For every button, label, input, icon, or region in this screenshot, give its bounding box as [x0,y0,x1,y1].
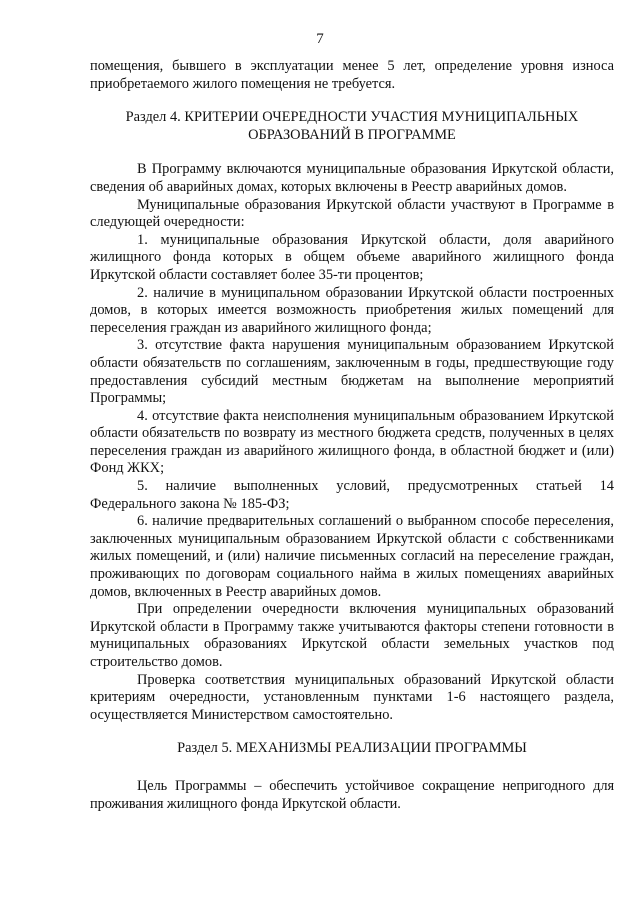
criteria-item-6: 6. наличие предварительных соглашений о выбранном способе переселения, заключенных муниципальным образованием Иркутской области с собственниками жилых помещений, и (или) наличие письменных согласий на переселение граждан, проживающих по договорам социального найма в жилых помещениях аварийных домов, включенных в Реестр аварийных домов. [90,513,614,600]
section-4-paragraph-1: В Программу включаются муниципальные образования Иркутской области, сведения об аварийных домах, которых включены в Реестр аварийных домов. [90,161,614,195]
criteria-item-1: 1. муниципальные образования Иркутской области, доля аварийного жилищного фонда которых в общем объеме аварийного жилищного фонда Иркутской области составляет более 35-ти процентов; [90,231,614,283]
document-body [90,58,614,813]
section-5-paragraph-1: Цель Программы – обеспечить устойчивое сокращение непригодного для проживания жилищного фонда Иркутской области. [90,777,614,812]
page-number: 7 [316,31,324,47]
section-4-paragraph-3: При определении очередности включения муниципальных образований Иркутской области в Программу также учитываются факторы степени готовности в муниципальных образованиях Иркутской области земельных участков под строительство домов. [90,601,614,670]
section-5-heading: Раздел 5. МЕХАНИЗМЫ РЕАЛИЗАЦИИ ПРОГРАММЫ [177,740,527,757]
criteria-item-5: 5. наличие выполненных условий, предусмотренных статьей 14 Федерального закона № 185-ФЗ; [90,478,614,512]
section-4-paragraph-4: Проверка соответствия муниципальных образований Иркутской области критериям очередности, установленным пунктами 1-6 настоящего раздела, осуществляется Министерством самостоятельно. [90,671,614,723]
intro-paragraph: помещения, бывшего в эксплуатации менее 5 лет, определение уровня износа приобретаемого жилого помещения не требуется. [90,58,614,92]
section-4-heading: Раздел 4. КРИТЕРИИ ОЧЕРЕДНОСТИ УЧАСТИЯ МУНИЦИПАЛЬНЫХ ОБРАЗОВАНИЙ В ПРОГРАММЕ [125,109,579,143]
criteria-item-3: 3. отсутствие факта нарушения муниципальным образованием Иркутской области обязательств по соглашениям, заключенным в годы, предшествующие году предоставления субсидий местным бюджетам на выполнение мероприятий Программы; [90,337,614,407]
section-4-paragraph-2: Муниципальные образования Иркутской области участвуют в Программе в следующей очередности: [90,196,614,231]
criteria-item-2: 2. наличие в муниципальном образовании Иркутской области построенных домов, в которых имеется возможность приобретения жилых помещений для переселения граждан из аварийного жилищного фонда; [90,284,614,336]
criteria-item-4: 4. отсутствие факта неисполнения муниципальным образованием Иркутской области обязательств по возврату из местного бюджета средств, полученных в целях переселения граждан из аварийного жилищного фонда, в областной бюджет и (или) Фонд ЖКХ; [90,407,614,477]
